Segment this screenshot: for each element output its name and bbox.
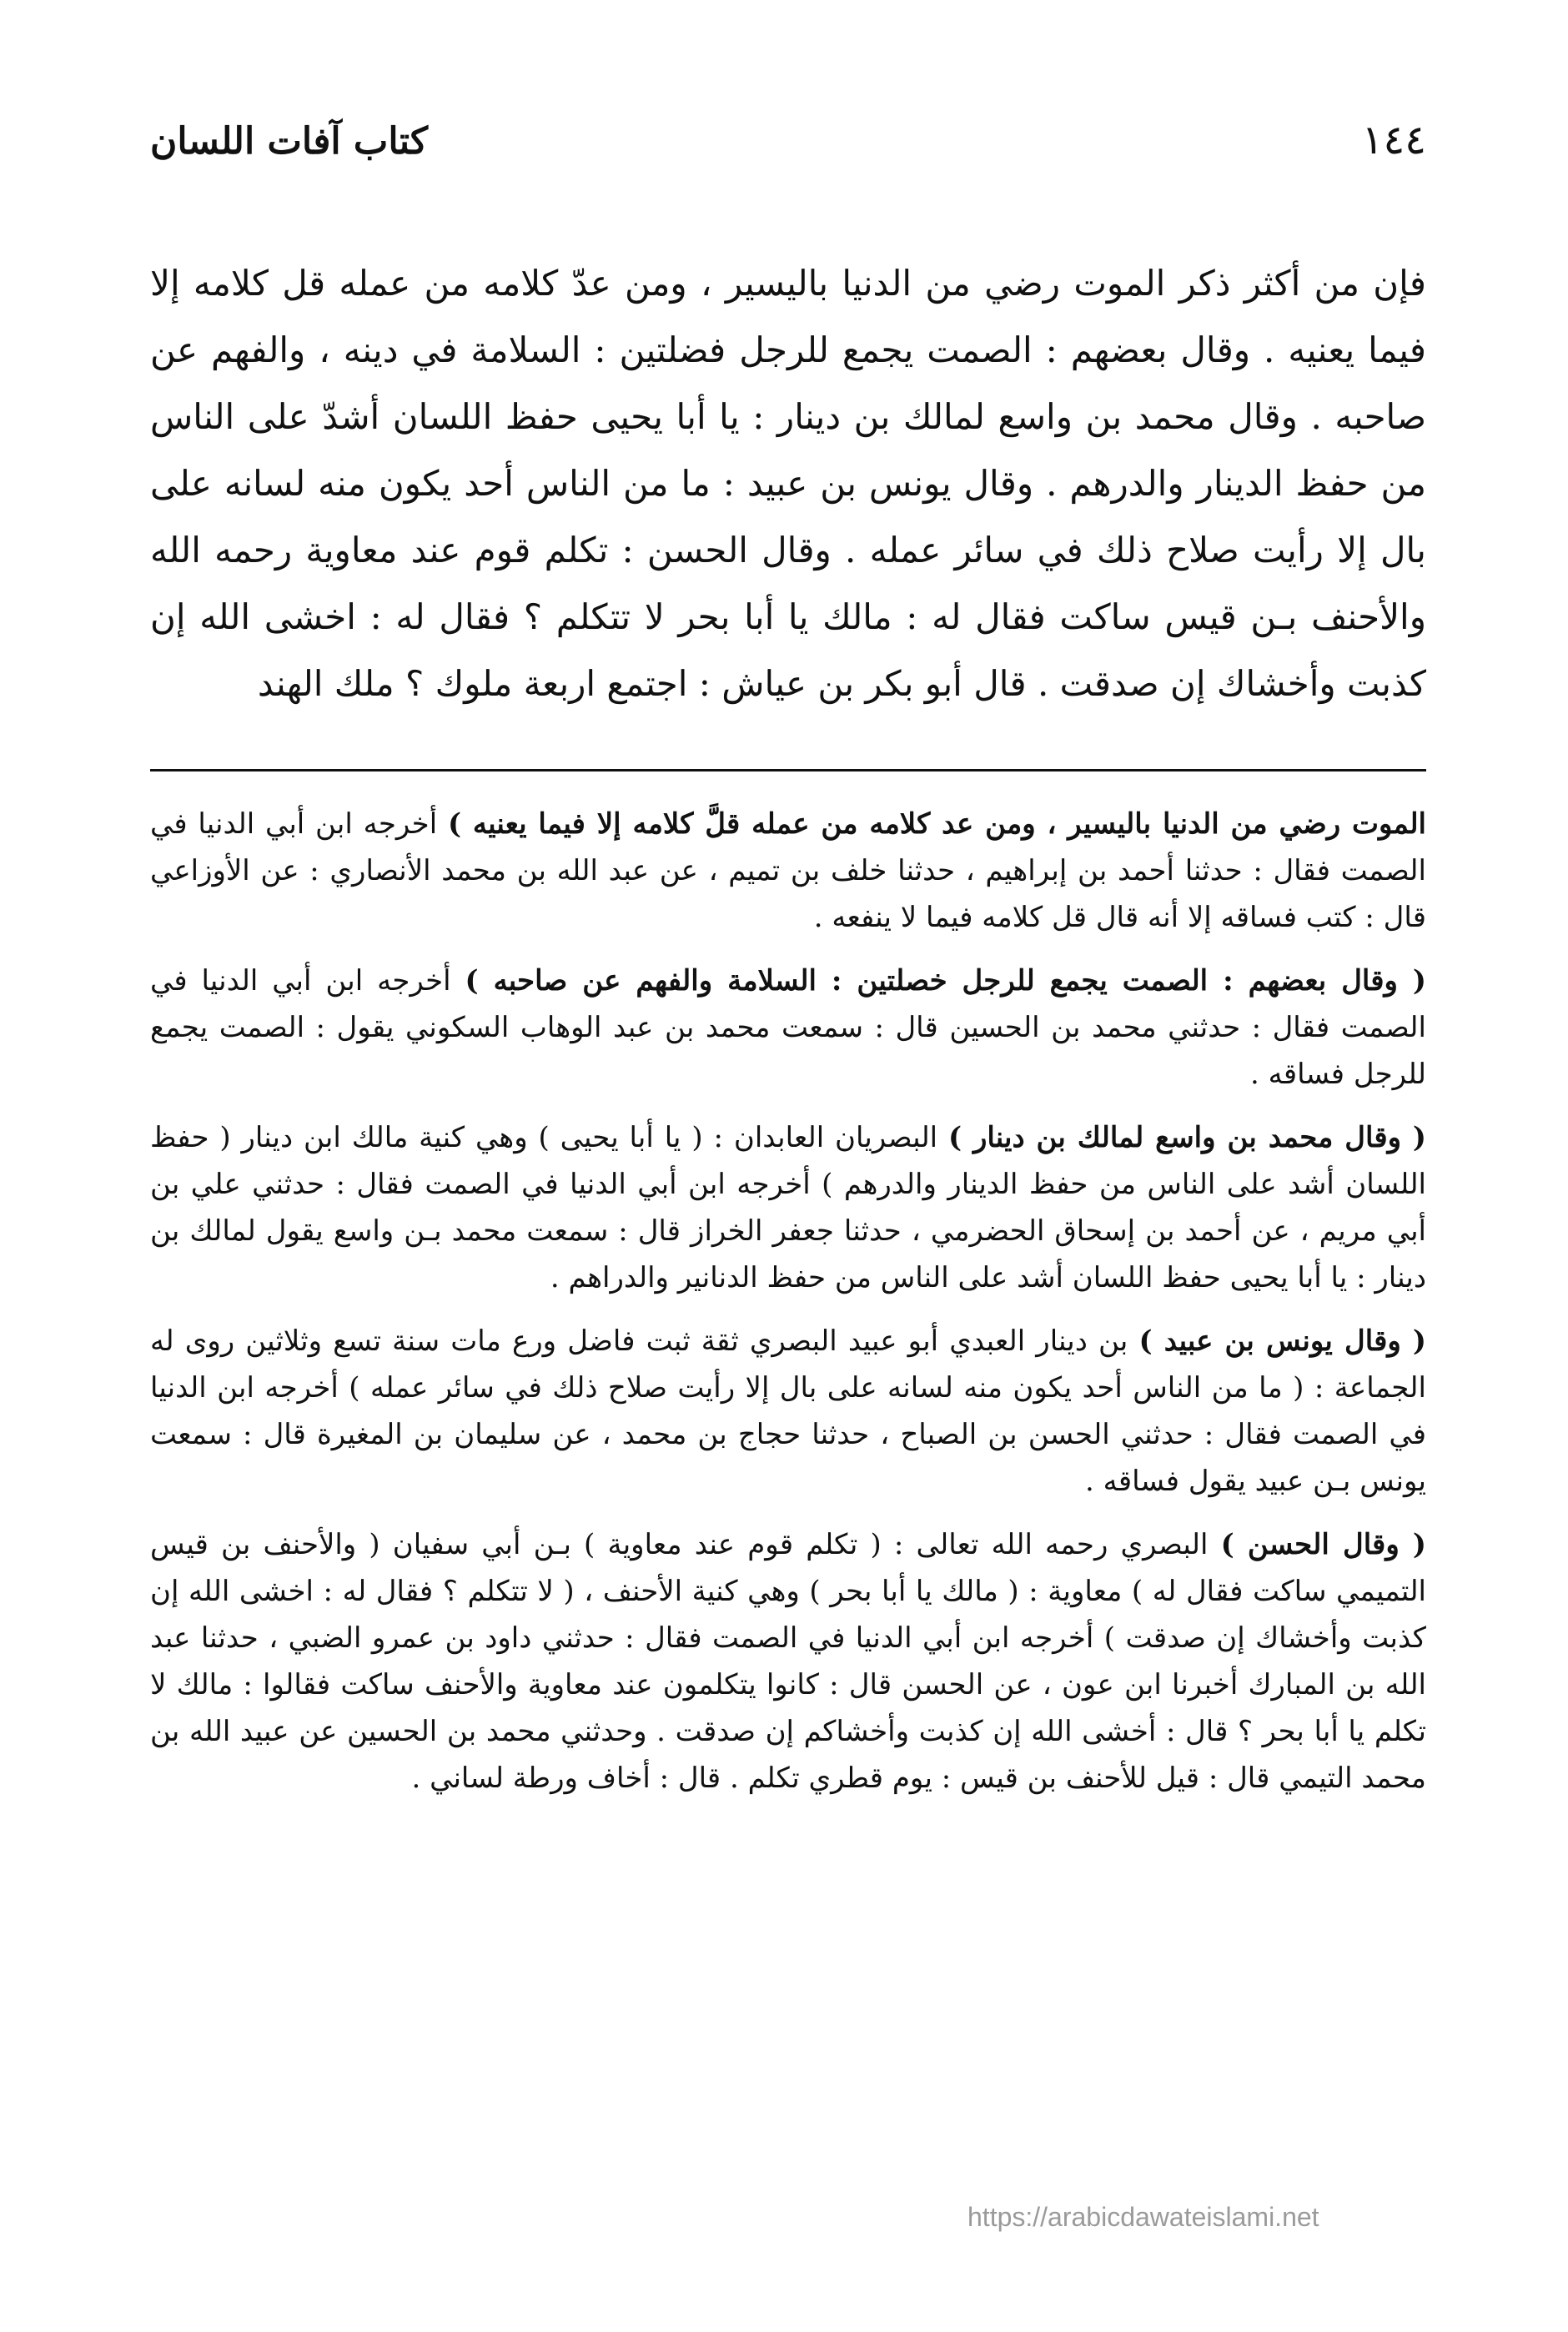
footnote-divider <box>150 769 1426 771</box>
footnote-quote: ( وقال بعضهم : الصمت يجمع للرجل خصلتين : السلامة والفهم عن صاحبه ) <box>465 964 1427 998</box>
main-paragraph: فإن من أكثر ذكر الموت رضي من الدنيا باليسير ، ومن عدّ كلامه من عمله قل كلامه إلا فيما يعنيه . وقال بعضهم : الصمت يجمع للرجل فضلتين : السلامة في دينه ، والفهم عن صاحبه . وقال محمد بن واسع لمالك بن دينار : يا أبا يحيى حفظ اللسان أشدّ على الناس من حفظ الدينار والدرهم . وقال يونس بن عبيد : ما من الناس أحد يكون منه لسانه على بال إلا رأيت صلاح ذلك في سائر عمله . وقال الحسن : تكلم قوم عند معاوية رحمه الله والأحنف بـن قيس ساكت فقال له : مالك يا أبا بحر لا تتكلم ؟ فقال له : اخشى الله إن كذبت وأخشاك إن صدقت . قال أبو بكر بن عياش : اجتمع اربعة ملوك ؟ ملك الهند <box>150 263 1426 704</box>
footnote-text: بن دينار العبدي أبو عبيد البصري ثقة ثبت فاضل ورع مات سنة تسع وثلاثين روى له الجماعة : ( ما من الناس أحد يكون منه لسانه على بال إلا رأيت صلاح ذلك في سائر عمله ) أخرجه ابن الدنيا في الصمت فقال : حدثني الحسن بن الصباح ، حدثنا حجاج بن محمد ، عن سليمان بن المغيرة قال : سمعت يونس بـن عبيد يقول فساقه . <box>150 1324 1426 1498</box>
footnote-text: البصريان العابدان : ( يا أبا يحيى ) وهي كنية مالك ابن دينار ( حفظ اللسان أشد على الناس من حفظ الدينار والدرهم ) أخرجه ابن أبي الدنيا في الصمت فقال : حدثني علي بن أبي مريم ، عن أحمد بن إسحاق الحضرمي ، حدثنا جعفر الخراز قال : سمعت محمد بـن واسع يقول لمالك بن دينار : يا أبا يحيى حفظ اللسان أشد على الناس من حفظ الدنانير والدراهم . <box>150 1121 1426 1294</box>
main-text-block <box>150 250 1426 717</box>
page-number: ١٤٤ <box>1361 117 1426 163</box>
footnote-item <box>150 1318 1426 1505</box>
footnote-quote: ( وقال الحسن ) <box>1220 1528 1426 1561</box>
footnote-quote: ( وقال محمد بن واسع لمالك بن دينار ) <box>948 1121 1426 1154</box>
footnote-text: أخرجه ابن أبي الدنيا في الصمت فقال : حدثنا أحمد بن إبراهيم ، حدثنا خلف بن تميم ، عن عبد الله بن محمد الأنصاري : عن الأوزاعي قال : كتب فساقه إلا أنه قال قل كلامه فيما لا ينفعه . <box>150 807 1426 934</box>
footnotes-section <box>150 801 1426 1818</box>
running-title: كتاب آفات اللسان <box>150 120 428 163</box>
footnote-item <box>150 1521 1426 1802</box>
footnote-item <box>150 1114 1426 1301</box>
page-header <box>150 117 1426 183</box>
footnote-quote: ( وقال يونس بن عبيد ) <box>1138 1324 1426 1358</box>
watermark-url: https://arabicdawateislami.net <box>967 2202 1319 2232</box>
footnote-quote: الموت رضي من الدنيا باليسير ، ومن عد كلامه من عمله قلَّ كلامه إلا فيما يعنيه ) <box>447 807 1427 841</box>
footnote-item <box>150 957 1426 1098</box>
footnote-text: أخرجه ابن أبي الدنيا في الصمت فقال : حدثني محمد بن الحسين قال : سمعت محمد بن عبد الوهاب السكوني يقول : الصمت يجمع للرجل فساقه . <box>150 964 1426 1091</box>
footnote-text: البصري رحمه الله تعالى : ( تكلم قوم عند معاوية ) بـن أبي سفيان ( والأحنف بن قيس التميمي ساكت فقال له ) معاوية : ( مالك يا أبا بحر ) وهي كنية الأحنف ، ( لا تتكلم ؟ فقال له : اخشى الله إن كذبت وأخشاك إن صدقت ) أخرجه ابن أبي الدنيا في الصمت فقال : حدثني داود بن عمرو الضبي ، حدثنا عبد الله بن المبارك أخبرنا ابن عون ، عن الحسن قال : كانوا يتكلمون عند معاوية والأحنف ساكت فقالوا : مالك لا تكلم يا أبا بحر ؟ قال : أخشى الله إن كذبت وأخشاكم إن صدقت . وحدثني محمد بن الحسين عن عبيد الله بن محمد التيمي قال : قيل للأحنف بن قيس : يوم قطري تكلم . قال : أخاف ورطة لساني . <box>150 1528 1426 1795</box>
footnote-item <box>150 801 1426 941</box>
